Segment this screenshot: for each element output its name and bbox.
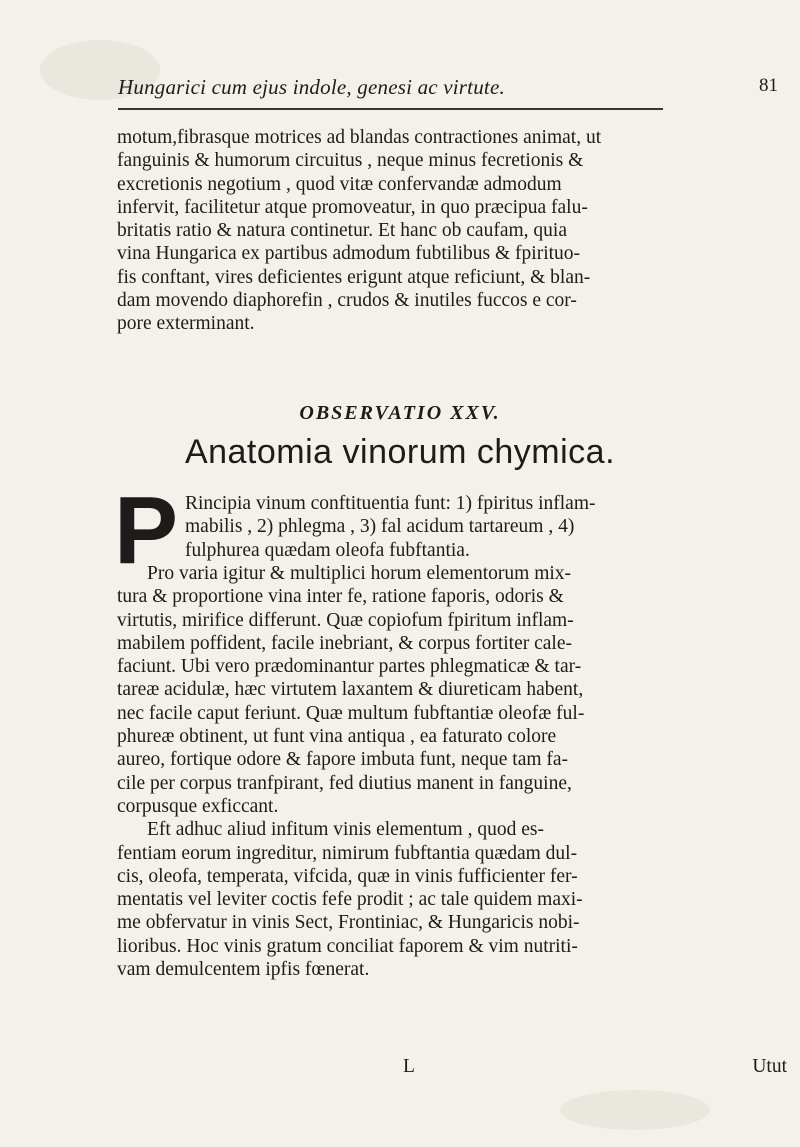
paragraph-2-opening [185,492,788,562]
text-line: excretionis negotium , quod vitæ confervandæ admodum [117,173,562,195]
text-line: fulphurea quædam oleofa fubftantia. [185,539,470,561]
paragraph-2-body [117,562,787,981]
text-line: virtutis, mirifice differunt. Quæ copiofum fpiritum inflam- [117,609,574,631]
text-line: tura & proportione vina inter fe, ratione faporis, odoris & [117,586,564,608]
text-line: vina Hungarica ex partibus admodum fubtilibus & fpirituo- [117,243,581,265]
text-line: fentiam eorum ingreditur, nimirum fubftantia quædam dul- [117,842,578,864]
running-head [118,75,778,103]
page-number: 81 [759,75,778,96]
text-line: cile per corpus tranfpirant, fed diutius manent in fanguine, [117,772,572,794]
signature-mark: L [403,1056,415,1077]
text-line: dam movendo diaphorefin , crudos & inutiles fuccos e cor- [117,290,577,312]
text-line: mabilem poffident, facile inebriant, & corpus fortiter cale- [117,632,573,654]
text-line: nec facile caput feriunt. Quæ multum fubftantiæ oleofæ ful- [117,702,585,724]
catchword: Utut [752,1056,787,1077]
text-line: phureæ obtinent, ut funt vina antiqua , ea faturato colore [117,726,557,748]
section-title: Anatomia vinorum chymica. [184,433,616,471]
text-line: pore exterminant. [117,313,255,335]
text-line: mentatis vel leviter coctis fefe prodit ; ac tale quidem maxi- [117,889,583,911]
text-line: infervit, facilitetur atque promoveatur, in quo præcipua falu- [117,196,588,218]
text-line: fanguinis & humorum circuitus , neque minus fecretionis & [117,150,584,172]
drop-cap: P [114,477,179,584]
text-line: britatis ratio & natura continetur. Et hanc ob caufam, quia [117,220,567,242]
text-line: vam demulcentem ipfis fœnerat. [117,959,370,981]
text-line: faciunt. Ubi vero prædominantur partes phlegmaticæ & tar- [117,656,582,678]
text-line: Pro varia igitur & multiplici horum elementorum mix- [147,563,572,584]
text-line: me obfervatur in vinis Sect, Frontiniac, & Hungaricis nobi- [117,912,580,934]
paper-stain [560,1090,710,1130]
page-footer [117,1056,787,1082]
paragraph-1 [117,126,787,336]
observation-heading: OBSERVATIO XXV. [299,402,501,424]
text-line: corpusque exficcant. [117,795,279,817]
text-line: aureo, fortique odore & fapore imbuta funt, neque tam fa- [117,749,569,771]
running-title: Hungarici cum ejus indole, genesi ac virtute. [118,75,505,99]
text-line: lioribus. Hoc vinis gratum conciliat faporem & vim nutriti- [117,935,578,957]
text-line: tareæ acidulæ, hæc virtutem laxantem & diureticam habent, [117,679,584,701]
text-line: motum,fibrasque motrices ad blandas contractiones animat, ut [117,127,602,148]
header-rule [118,108,663,110]
text-line: cis, oleofa, temperata, vifcida, quæ in vinis fufficienter fer- [117,865,578,887]
text-line: Eft adhuc aliud infitum vinis elementum , quod es- [147,819,544,841]
text-line: mabilis , 2) phlegma , 3) fal acidum tartareum , 4) [185,516,575,538]
text-line: Rincipia vinum conftituentia funt: 1) fpiritus inflam- [185,493,596,514]
text-line: fis conftant, vires deficientes erigunt atque reficiunt, & blan- [117,266,591,288]
